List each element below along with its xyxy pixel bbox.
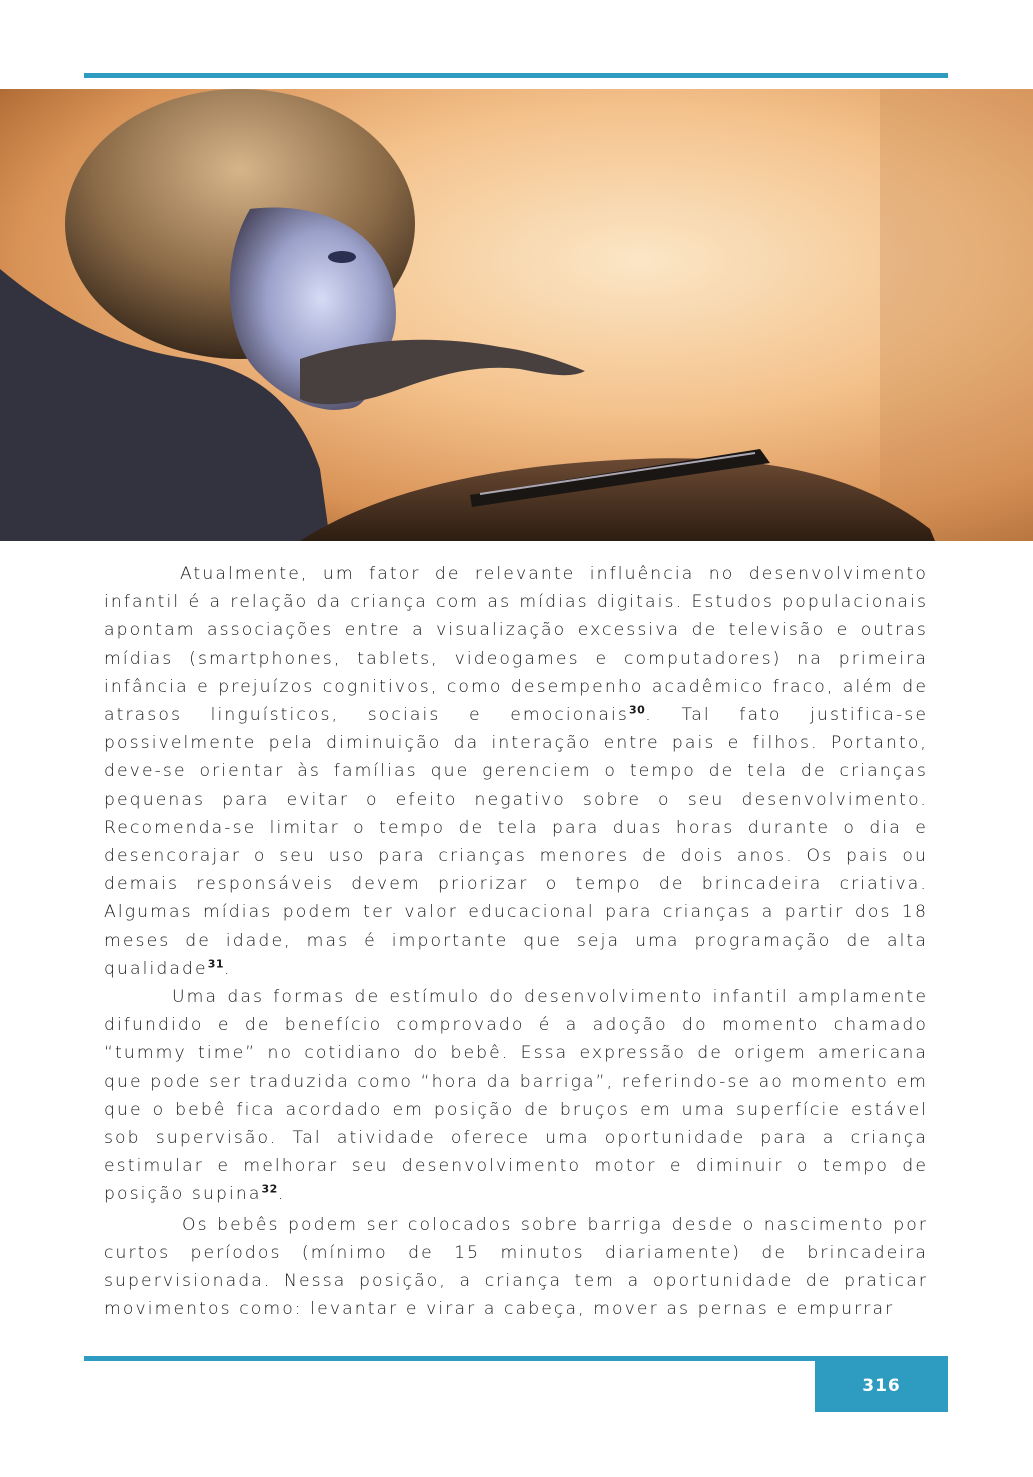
paragraph-1-text-c: . <box>224 958 232 979</box>
body-text <box>104 560 928 1323</box>
paragraph-2-text-a: Uma das formas de estímulo do desenvolvimento infantil amplamente difundido e de benefício comprovado é a adoção do momento chamado “tummy time” no cotidiano do bebê. Essa expressão de origem americana que pode ser traduzida como “hora da barriga”, referindo-se ao momento em que o bebê fica acordado em posição de bruços em uma superfície estável sob supervisão. Tal atividade oferece uma oportunidade para a criança estimular e melhorar seu desenvolvimento motor e diminuir o tempo de posição supina <box>104 987 928 1205</box>
reference-31: 31 <box>207 957 225 971</box>
page-number: 316 <box>862 1375 901 1396</box>
paragraph-babies-position: Os bebês podem ser colocados sobre barriga desde o nascimento por curtos períodos (mínimo de 15 minutos diariamente) de brincadeira supervisionada. Nessa posição, a criança tem a oportunidade de praticar movimentos como: levantar e virar a cabeça, mover as pernas e empurrar <box>104 1214 928 1320</box>
paragraph-screen-time <box>104 560 928 983</box>
reference-30: 30 <box>628 703 646 717</box>
paragraph-1-text-a: Atualmente, um fator de relevante influência no desenvolvimento infantil é a relação da criança com as mídias digitais. Estudos populacionais apontam associações entre a visualização excessiva de televisão e outras mídias (smartphones, tablets, videogames e computadores) na primeira infância e prejuízos cognitivos, como desempenho acadêmico fraco, além de atrasos linguísticos, sociais e emocionais <box>104 564 928 726</box>
child-tablet-photo <box>0 89 1033 541</box>
reference-32: 32 <box>261 1182 278 1196</box>
top-rule <box>84 73 948 78</box>
paragraph-2-text-b: . <box>277 1184 286 1205</box>
photo-child-touching-tablet-icon <box>0 89 1033 541</box>
paragraph-tummy-time <box>104 983 928 1209</box>
page-number-box <box>815 1359 948 1412</box>
paragraph-1-text-b: . Tal fato justifica-se possivelmente pela diminuição da interação entre pais e filhos. Portanto, deve-se orientar às famílias que gerenciem o tempo de tela de crianças pequenas para evitar o efeito negativo sobre o seu desenvolvimento. Recomenda-se limitar o tempo de tela para duas horas durante o dia e desencorajar o seu uso para crianças menores de dois anos. Os pais ou demais responsáveis devem priorizar o tempo de brincadeira criativa. Algumas mídias podem ter valor educacional para crianças a partir dos 18 meses de idade, mas é importante que seja uma programação de alta qualidade <box>104 705 928 979</box>
